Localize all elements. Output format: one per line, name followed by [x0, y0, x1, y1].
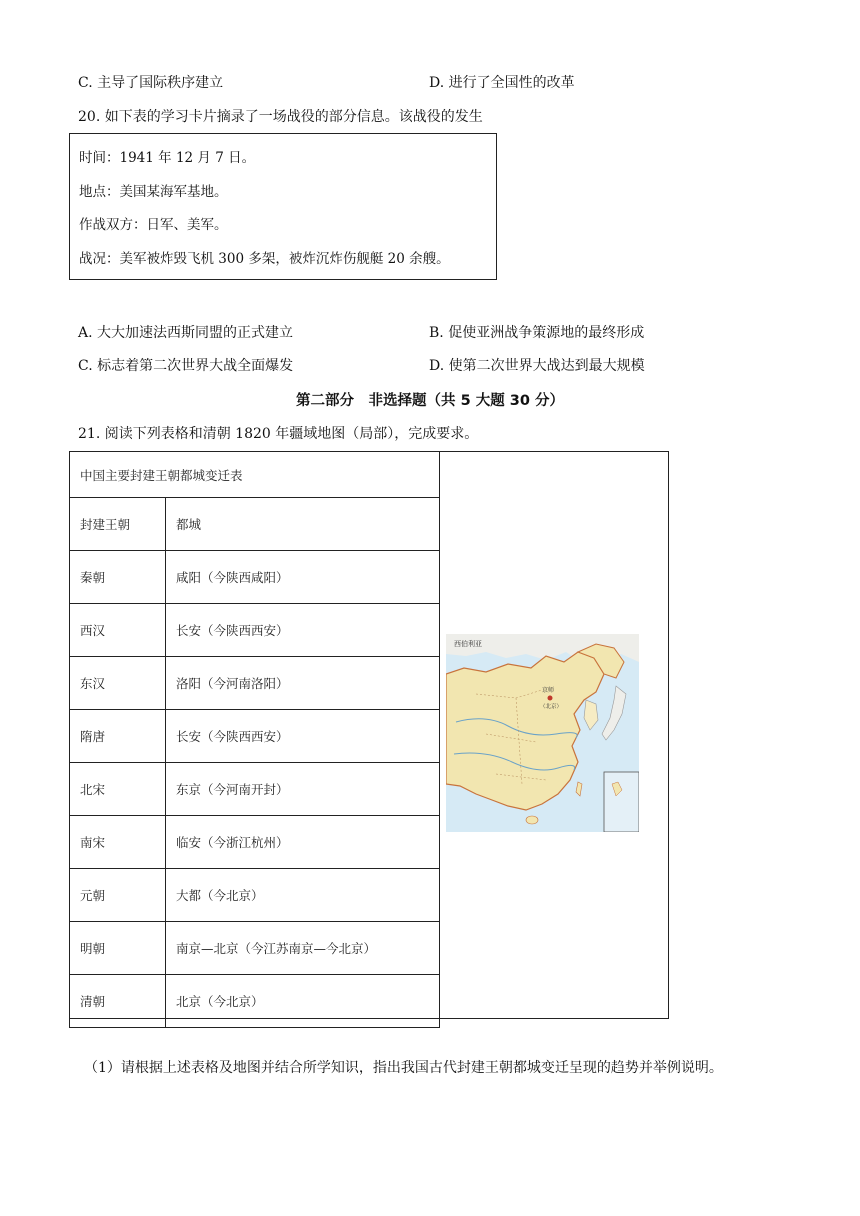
- table-row: [70, 604, 440, 657]
- table-row: [70, 657, 440, 710]
- capital-table: [69, 451, 440, 1028]
- table-row: [70, 710, 440, 763]
- table-header-row: [70, 498, 440, 551]
- table-row: [70, 922, 440, 975]
- dynasty-cell: 清朝: [70, 975, 166, 1028]
- card-time: 时间：1941 年 12 月 7 日。: [79, 150, 256, 166]
- card-place: 地点：美国某海军基地。: [79, 184, 228, 200]
- capital-cell: 北京（今北京）: [166, 975, 440, 1028]
- map-label-siberia: 西伯利亚: [454, 640, 482, 648]
- map-capital-marker: [548, 696, 553, 701]
- q20-option-d: D. 使第二次世界大战达到最大规模: [429, 358, 645, 374]
- table-row: [70, 551, 440, 604]
- dynasty-cell: 北宋: [70, 763, 166, 816]
- section-title: 第二部分 非选择题（共 5 大题 30 分）: [296, 393, 564, 409]
- dynasty-cell: 秦朝: [70, 551, 166, 604]
- qing-territory-map: [446, 634, 639, 832]
- dynasty-cell: 东汉: [70, 657, 166, 710]
- q20-stem: 20. 如下表的学习卡片摘录了一场战役的部分信息。该战役的发生: [78, 109, 483, 125]
- table-title: 中国主要封建王朝都城变迁表: [70, 452, 440, 498]
- q21-stem: 21. 阅读下列表格和清朝 1820 年疆域地图（局部），完成要求。: [78, 426, 479, 442]
- table-row: [70, 816, 440, 869]
- table-row: [70, 869, 440, 922]
- dynasty-cell: 南宋: [70, 816, 166, 869]
- capital-cell: 临安（今浙江杭州）: [166, 816, 440, 869]
- q20-option-a: A. 大大加速法西斯同盟的正式建立: [78, 325, 294, 341]
- map-label-beijing: （北京）: [540, 704, 563, 710]
- q20-option-c: C. 标志着第二次世界大战全面爆发: [78, 358, 294, 374]
- map-label-capital: 京师: [542, 687, 555, 694]
- card-sides: 作战双方：日军、美军。: [79, 217, 228, 233]
- capital-cell: 南京—北京（今江苏南京—今北京）: [166, 922, 440, 975]
- capital-cell: 东京（今河南开封）: [166, 763, 440, 816]
- dynasty-cell: 元朝: [70, 869, 166, 922]
- capital-cell: 长安（今陕西西安）: [166, 604, 440, 657]
- map-hainan: [526, 816, 538, 824]
- q20-option-b: B. 促使亚洲战争策源地的最终形成: [429, 325, 645, 341]
- table-row: [70, 975, 440, 1028]
- dynasty-cell: 明朝: [70, 922, 166, 975]
- table-row: [70, 763, 440, 816]
- option-d-prev: D. 进行了全国性的改革: [429, 75, 575, 91]
- option-c-prev: C. 主导了国际秩序建立: [78, 75, 224, 91]
- q21-question-1: （1）请根据上述表格及地图并结合所学知识，指出我国古代封建王朝都城变迁呈现的趋势并举例说明。: [84, 1060, 723, 1076]
- capital-cell: 洛阳（今河南洛阳）: [166, 657, 440, 710]
- dynasty-cell: 西汉: [70, 604, 166, 657]
- capital-cell: 咸阳（今陕西咸阳）: [166, 551, 440, 604]
- capital-cell: 大都（今北京）: [166, 869, 440, 922]
- capital-cell: 长安（今陕西西安）: [166, 710, 440, 763]
- table-title-row: [70, 452, 440, 498]
- header-capital: 都城: [166, 498, 440, 551]
- card-result: 战况：美军被炸毁飞机 300 多架，被炸沉炸伤舰艇 20 余艘。: [79, 251, 450, 267]
- map-inset-box: [604, 772, 639, 832]
- header-dynasty: 封建王朝: [70, 498, 166, 551]
- study-card: [69, 133, 497, 280]
- dynasty-cell: 隋唐: [70, 710, 166, 763]
